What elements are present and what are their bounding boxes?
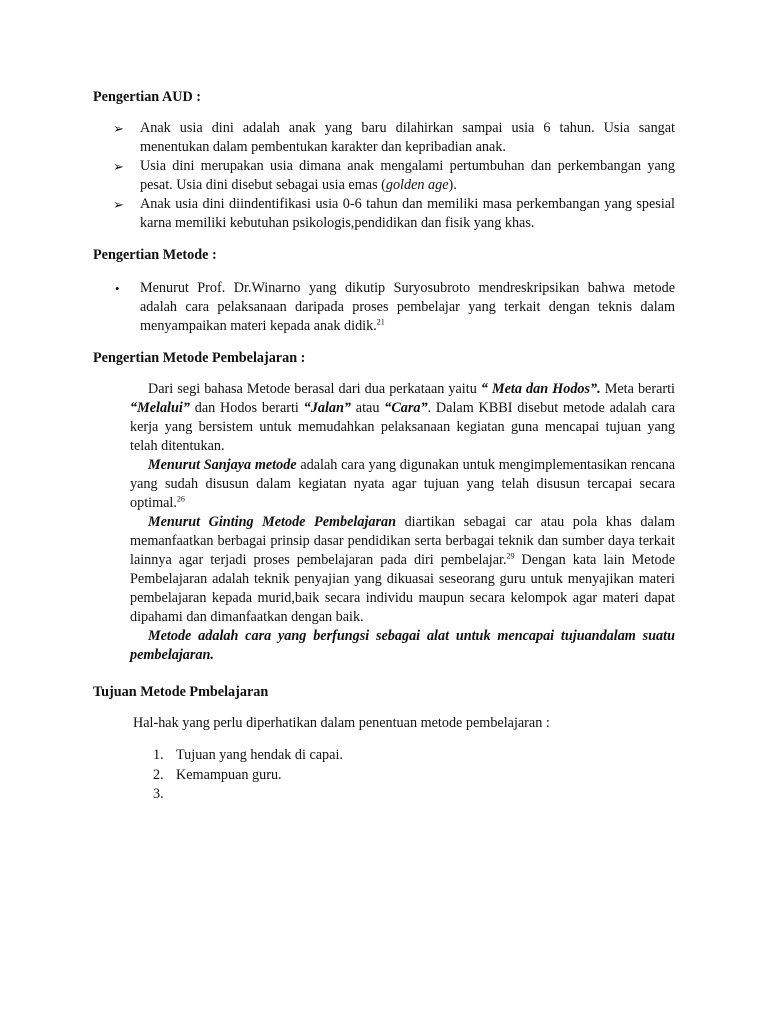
paragraph	[130, 513, 675, 627]
list-item	[153, 746, 343, 766]
dot-bullet-icon: •	[115, 281, 120, 296]
text-run-emph: “Cara”	[384, 400, 428, 416]
list-item	[113, 195, 675, 233]
text-run: Meta berarti	[600, 381, 675, 397]
text-run-emph: Menurut Sanjaya metode	[148, 457, 297, 473]
arrow-bullet-icon: ➢	[113, 121, 124, 136]
footnote-ref: 26	[176, 494, 185, 504]
text-run-emph: Metode adalah cara yang berfungsi sebagai alat untuk mencapai tujuandalam suatu pembelajaran.	[130, 628, 675, 663]
paragraph	[130, 380, 675, 456]
list-item	[113, 119, 675, 157]
text-run: Dari segi bahasa Metode berasal dari dua perkataan yaitu	[148, 381, 481, 397]
footnote-ref: 29	[506, 551, 515, 561]
heading-pengertian-aud: Pengertian AUD :	[93, 89, 201, 105]
text-run-emph: “Jalan”	[303, 400, 351, 416]
heading-metode-pembelajaran: Pengertian Metode Pembelajaran :	[93, 350, 306, 366]
list-item-text: Kemampuan guru.	[176, 766, 282, 783]
list-item-text: Anak usia dini adalah anak yang baru dilahirkan sampai usia 6 tahun. Usia sangat menentukan dalam pembentukan karakter dan kepribadian anak.	[140, 120, 675, 155]
list-item-text: Usia dini merupakan usia dimana anak mengalami pertumbuhan dan perkembangan yang pesat. Usia dini disebut sebagai usia emas (	[140, 158, 675, 193]
text-run: diartikan sebagai car atau pola khas dalam memanfaatkan berbagai prinsip dasar pendidikan serta berbagai teknik dan sumber daya terkait lainnya agar terjadi proses pembelajaran pada diri pembelajar.	[130, 514, 676, 568]
list-number: 3.	[153, 786, 164, 802]
list-number: 1.	[153, 747, 164, 763]
list-item	[153, 766, 343, 786]
arrow-bullet-icon: ➢	[113, 197, 124, 212]
text-run: atau	[350, 400, 385, 416]
list-item-text: Tujuan yang hendak di capai.	[176, 747, 343, 763]
list-item	[153, 785, 343, 805]
metode-list	[113, 279, 675, 336]
footnote-ref: 21	[376, 317, 385, 327]
tujuan-intro: Hal-hak yang perlu diperhatikan dalam penentuan metode pembelajaran :	[133, 715, 550, 731]
list-item	[113, 279, 675, 336]
list-item	[113, 157, 675, 195]
text-run-emph: “ Meta dan Hodos”.	[480, 381, 601, 397]
heading-pengertian-metode: Pengertian Metode :	[93, 247, 217, 263]
arrow-bullet-icon: ➢	[113, 159, 124, 174]
list-item-text: Menurut Prof. Dr.Winarno yang dikutip Suryosubroto mendreskripsikan bahwa metode adalah cara pelaksanaan daripada proses pembelajar yang terkait dengan teknis dalam menyampaikan materi kepada anak didik.	[140, 280, 675, 334]
text-run-emph: “Melalui”	[130, 400, 190, 416]
list-number: 2.	[153, 766, 164, 783]
text-run: . Dalam KBBI disebut metode adalah cara kerja yang bersistem untuk memudahkan pelaksanaan kegiatan guna mencapai tujuan yang telah ditentukan.	[130, 400, 675, 454]
text-run: adalah cara yang digunakan untuk mengimplementasikan rencana yang sudah disusun dalam kegiatan nyata agar tujuan yang telah disusun tercapai secara optimal.	[130, 457, 675, 511]
paragraph	[130, 627, 675, 665]
text-run: dan Hodos berarti	[189, 400, 304, 416]
paragraph	[130, 456, 675, 513]
aud-list	[113, 119, 675, 233]
list-item-text: Anak usia dini diindentifikasi usia 0-6 tahun dan memiliki masa perkembangan yang spesial karna memiliki kebutuhan psikologis,pendidikan dan fisik yang khas.	[140, 196, 675, 231]
tujuan-list	[153, 746, 343, 805]
metode-pembelajaran-body	[130, 380, 675, 665]
text-run: Dengan kata lain Metode Pembelajaran adalah teknik penyajian yang dikuasai seseorang guru untuk menyajikan materi pembelajaran kepada murid,baik secara individu maupun secara kelompok agar materi dapat dipahami dan dimanfaatkan dengan baik.	[130, 552, 675, 625]
list-item-italic: golden age	[385, 177, 449, 193]
text-run-emph: Menurut Ginting Metode Pembelajaran	[148, 514, 397, 530]
list-item-text-end: ).	[448, 177, 457, 193]
heading-tujuan-metode: Tujuan Metode Pmbelajaran	[93, 684, 269, 700]
